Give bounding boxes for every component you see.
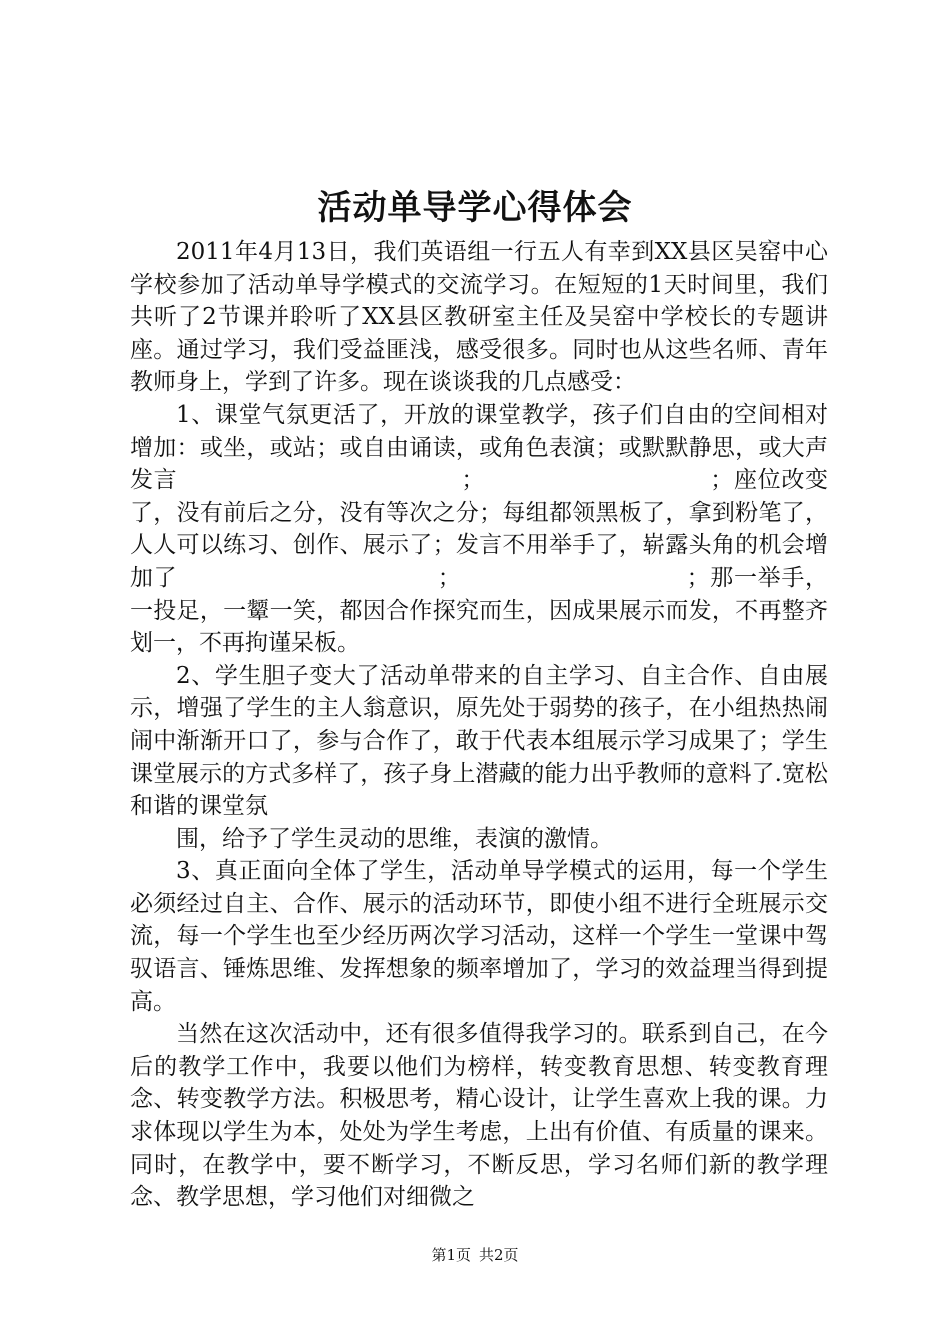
page-count: 共2页 — [479, 1246, 519, 1264]
paragraph-point-1: 1、课堂气氛更活了，开放的课堂教学，孩子们自由的空间相对增加：或坐，或站；或自由诵读，或角色表演；或默默静思，或大声发言 ； ；座位改变了，没有前后之分，没有等次之分；每组都领黑板了，拿到粉笔了，人人可以练习、创作、展示了；发言不用举手了，崭露头角的机会增加了 ； ；那一举手，一投足，一颦一笑，都因合作探究而生，因成果展示而发，不再整齐划一，不再拘谨呆板。 — [130, 401, 828, 657]
paragraph-point-2: 2、学生胆子变大了活动单带来的自主学习、自主合作、自由展示，增强了学生的主人翁意识，原先处于弱势的孩子，在小组热热闹闹中渐渐开口了，参与合作了，敢于代表本组展示学习成果了；学生课堂展示的方式多样了，孩子身上潜藏的能力出乎教师的意料了.宽松和谐的课堂氛 — [130, 662, 828, 820]
paragraph-point-2-continued: 围，给予了学生灵动的思维，表演的激情。 — [176, 825, 613, 852]
page-number: 第1页 — [431, 1246, 471, 1264]
page-footer — [0, 1245, 950, 1265]
document-title: 活动单导学心得体会 — [317, 188, 633, 228]
paragraph-point-3: 3、真正面向全体了学生，活动单导学模式的运用，每一个学生必须经过自主、合作、展示的活动环节，即使小组不进行全班展示交流，每一个学生也至少经历两次学习活动，这样一个学生一堂课中驾驭语言、锤炼思维、发挥想象的频率增加了，学习的效益理当得到提高。 — [130, 858, 828, 1015]
document-body — [130, 236, 828, 1214]
paragraph-intro: 2011年4月13日，我们英语组一行五人有幸到XX县区吴窑中心学校参加了活动单导学模式的交流学习。在短短的1天时间里，我们共听了2节课并聆听了XX县区教研室主任及吴窑中学校长的专题讲座。通过学习，我们受益匪浅，感受很多。同时也从这些名师、青年教师身上，学到了许多。现在谈谈我的几点感受： — [130, 239, 828, 396]
paragraph-conclusion: 当然在这次活动中，还有很多值得我学习的。联系到自己，在今后的教学工作中，我要以他们为榜样，转变教育思想、转变教育理念、转变教学方法。积极思考，精心设计，让学生喜欢上我的课。力求体现以学生为本，处处为学生考虑，上出有价值、有质量的课来。同时，在教学中，要不断学习，不断反思，学习名师们新的教学理念、教学思想，学习他们对细微之 — [130, 1021, 828, 1211]
